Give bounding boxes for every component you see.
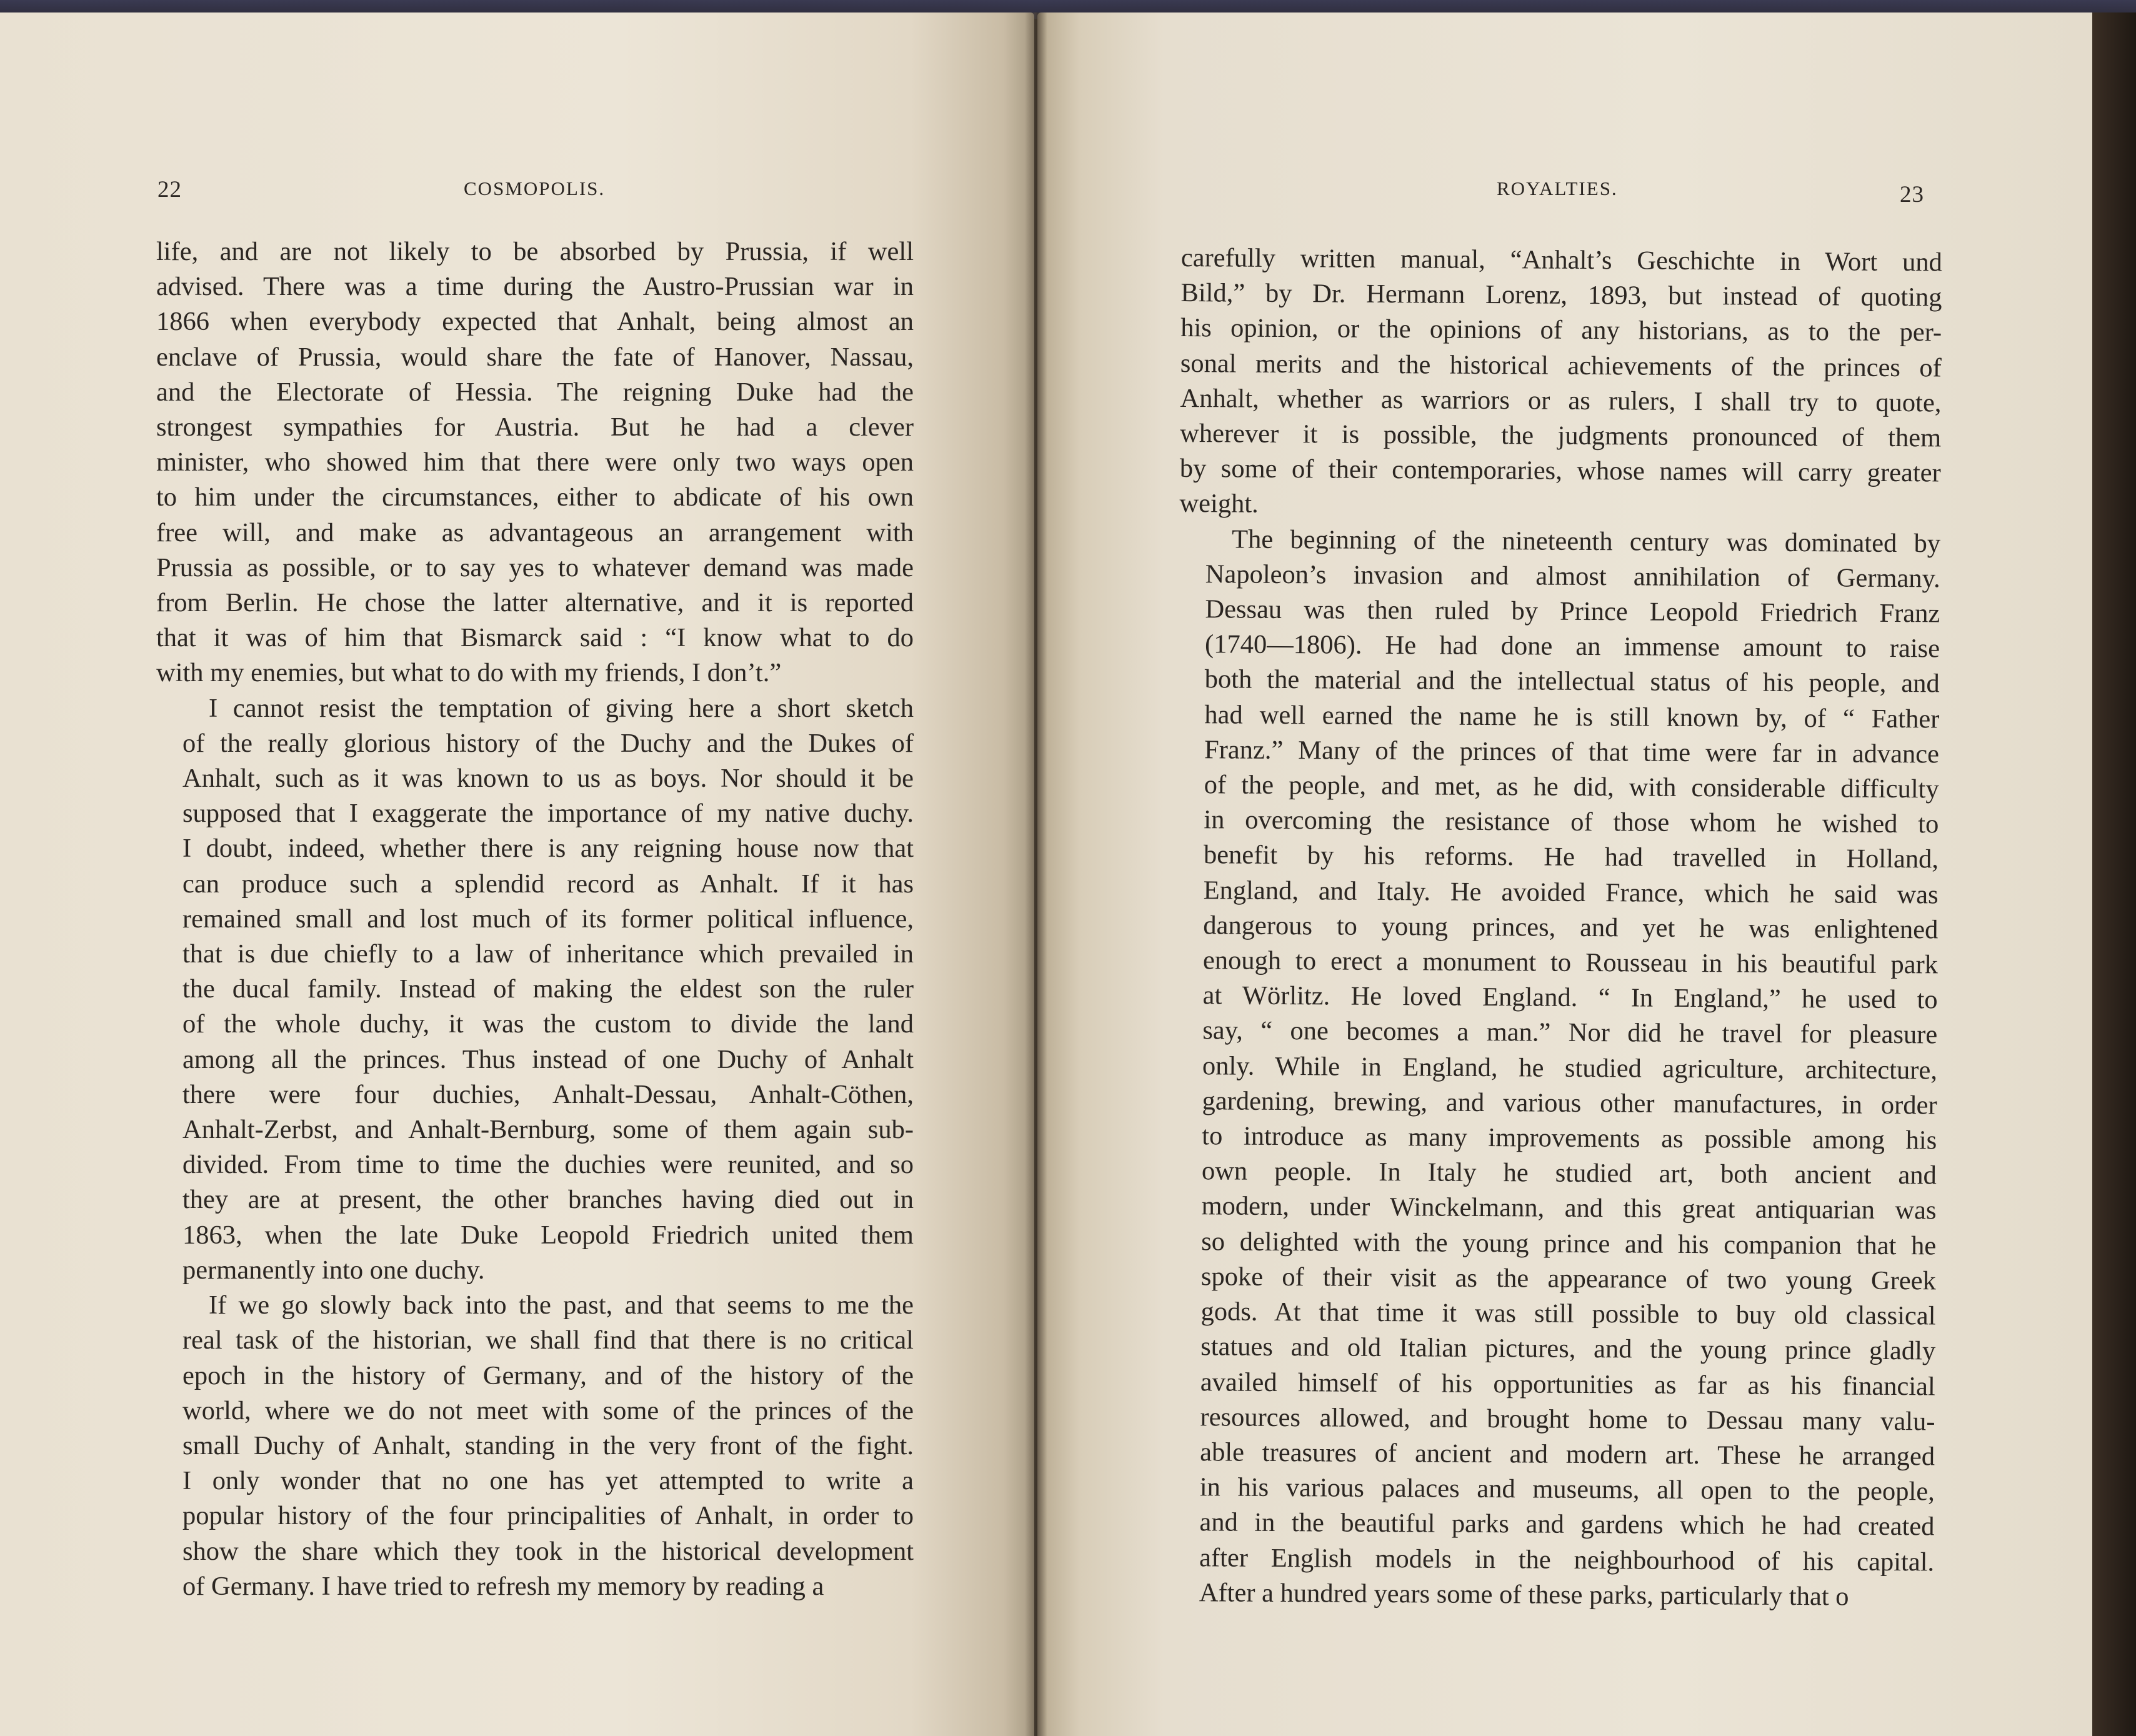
text-line: in overcoming the resistance of those whom he wished to [1204, 805, 1939, 839]
text-line: I only wonder that no one has yet attempted to write a [182, 1466, 914, 1496]
text-line: Bild,” by Dr. Hermann Lorenz, 1893, but instead of quoting [1180, 278, 1942, 312]
text-line: at Wörlitz. He loved England. “ In England,” he used to [1202, 980, 1938, 1015]
text-line: availed himself of his opportunities as far as his financial [1200, 1367, 1935, 1401]
text-line: dangerous to young princes, and yet he was enlightened [1203, 910, 1939, 945]
text-line: both the material and the intellectual status of his people, and [1204, 664, 1940, 699]
text-line: there were four duchies, Anhalt-Dessau, Anhalt-Cöthen, [182, 1079, 914, 1109]
text-line: from Berlin. He chose the latter alternative, and it is reported [156, 588, 914, 618]
text-line: divided. From time to time the duchies were reunited, and so [182, 1150, 914, 1180]
text-line: benefit by his reforms. He had travelled in Holland, [1203, 840, 1939, 874]
text-line: I doubt, indeed, whether there is any reigning house now that [182, 834, 914, 864]
left-page [0, 12, 1034, 1736]
text-line: had well earned the name he is still known by, of “ Father [1204, 699, 1940, 734]
text-line: England, and Italy. He avoided France, which he said was [1203, 875, 1939, 910]
text-line: 1863, when the late Duke Leopold Friedrich united them [182, 1220, 914, 1250]
text-line: able treasures of ancient and modern art. These he arranged [1200, 1437, 1935, 1472]
right-running-head: ROYALTIES. [1497, 177, 1618, 199]
text-line: Prussia as possible, or to say yes to whatever demand was made [156, 552, 914, 582]
text-line: to introduce as many improvements as possible among his [1202, 1121, 1937, 1155]
text-line: can produce such a splendid record as Anhalt. If it has [182, 869, 914, 899]
text-line: say, “ one becomes a man.” Nor did he travel for pleasure [1202, 1015, 1938, 1050]
paragraph [156, 1288, 914, 1604]
text-line: After a hundred years some of these parks, particularly that o [1199, 1577, 1849, 1612]
text-line: popular history of the four principalities of Anhalt, in order to [182, 1501, 914, 1531]
book-gutter [1025, 12, 1047, 1736]
text-line: modern, under Winckelmann, and this great antiquarian was [1201, 1191, 1937, 1225]
text-line: of the really glorious history of the Duchy and the Dukes of [182, 728, 914, 758]
text-line: Franz.” Many of the princes of that time were far in advance [1204, 735, 1940, 769]
left-page-number: 22 [157, 177, 182, 202]
text-line: permanently into one duchy. [182, 1255, 485, 1285]
right-page-number: 23 [1900, 182, 1924, 207]
text-line: Anhalt, whether as warriors or as rulers, I shall try to quote, [1180, 383, 1942, 418]
text-line: in his various palaces and museums, all open to the people, [1199, 1472, 1935, 1507]
text-line: with my enemies, but what to do with my friends, I don’t.” [156, 658, 782, 688]
text-line: I cannot resist the temptation of giving here a short sketch [209, 693, 914, 723]
text-line: to him under the circumstances, either to abdicate of his own [156, 482, 914, 512]
paragraph [156, 234, 914, 691]
text-line: and the Electorate of Hessia. The reigning Duke had the [156, 377, 914, 407]
text-line: free will, and make as advantageous an arrangement with [156, 517, 914, 547]
text-line: supposed that I exaggerate the importance of my native duchy. [182, 799, 914, 829]
text-line: after English models in the neighbourhood of his capital. [1199, 1542, 1935, 1577]
text-line: show the share which they took in the historical development [182, 1536, 914, 1566]
text-line: (1740—1806). He had done an immense amount to raise [1204, 629, 1940, 664]
right-page-body [1173, 241, 1942, 1615]
text-line: real task of the historian, we shall find that there is no critical [182, 1325, 914, 1355]
text-line: they are at present, the other branches having died out in [182, 1185, 914, 1215]
text-line: epoch in the history of Germany, and of the history of the [182, 1360, 914, 1390]
paragraph [156, 691, 914, 1288]
text-line: advised. There was a time during the Austro-Prussian war in [156, 272, 914, 302]
text-line: wherever it is possible, the judgments pronounced of them [1179, 419, 1942, 453]
text-line: his opinion, or the opinions of any historians, as to the per- [1180, 313, 1942, 347]
left-page-body [156, 234, 914, 1604]
book-cover-board [2092, 12, 2136, 1736]
text-line: of the people, and met, as he did, with considerable difficulty [1204, 770, 1939, 804]
text-line: by some of their contemporaries, whose names will carry greater [1179, 454, 1941, 488]
text-line: among all the princes. Thus instead of one Duchy of Anhalt [182, 1044, 914, 1074]
text-line: of Germany. I have tried to refresh my memory by reading a [182, 1571, 824, 1601]
text-line: statues and old Italian pictures, and the young prince gladly [1200, 1332, 1936, 1366]
text-line: 1866 when everybody expected that Anhalt, being almost an [156, 307, 914, 337]
text-line: remained small and lost much of its former political influence, [182, 904, 914, 934]
text-line: so delighted with the young prince and his companion that he [1201, 1226, 1937, 1261]
right-page [1037, 12, 2092, 1736]
text-line: minister, who showed him that there were only two ways open [156, 447, 914, 477]
paragraph [1179, 241, 1942, 526]
text-line: strongest sympathies for Austria. But he had a clever [156, 412, 914, 442]
text-line: world, where we do not meet with some of the princes of the [182, 1395, 914, 1425]
text-line: Anhalt, such as it was known to us as boys. Nor should it be [182, 764, 914, 794]
text-line: that is due chiefly to a law of inheritance which prevailed in [182, 939, 914, 969]
text-line: resources allowed, and brought home to Dessau many valu- [1200, 1402, 1935, 1437]
text-line: Dessau was then ruled by Prince Leopold Friedrich Franz [1205, 594, 1940, 629]
text-line: weight. [1179, 489, 1259, 519]
text-line: Anhalt-Zerbst, and Anhalt-Bernburg, some of them again sub- [182, 1115, 914, 1145]
text-line: the ducal family. Instead of making the eldest son the ruler [182, 974, 914, 1004]
text-line: sonal merits and the historical achievements of the princes of [1180, 348, 1942, 383]
text-line: gardening, brewing, and various other manufactures, in order [1202, 1086, 1937, 1120]
text-line: If we go slowly back into the past, and that seems to me the [209, 1290, 914, 1320]
paragraph [1173, 522, 1941, 1615]
text-line: carefully written manual, “Anhalt’s Geschichte in Wort und [1180, 242, 1942, 277]
text-line: enough to erect a monument to Rousseau in his beautiful park [1202, 945, 1939, 980]
text-line: life, and are not likely to be absorbed by Prussia, if well [156, 237, 914, 266]
text-line: enclave of Prussia, would share the fate of Hanover, Nassau, [156, 342, 914, 372]
text-line: Napoleon’s invasion and almost annihilation of Germany. [1205, 559, 1940, 594]
text-line: small Duchy of Anhalt, standing in the very front of the fight. [182, 1430, 914, 1460]
text-line: of the whole duchy, it was the custom to divide the land [182, 1009, 914, 1039]
text-line: gods. At that time it was still possible to buy old classical [1200, 1297, 1936, 1331]
text-line: only. While in England, he studied agriculture, architecture, [1202, 1050, 1938, 1085]
text-line: The beginning of the nineteenth century was dominated by [1231, 524, 1941, 559]
text-line: that it was of him that Bismarck said : “I know what to do [156, 623, 914, 653]
left-running-head: COSMOPOLIS. [464, 177, 606, 199]
text-line: spoke of their visit as the appearance of two young Greek [1200, 1262, 1936, 1296]
text-line: and in the beautiful parks and gardens which he had created [1199, 1507, 1935, 1542]
text-line: own people. In Italy he studied art, both ancient and [1201, 1156, 1937, 1190]
